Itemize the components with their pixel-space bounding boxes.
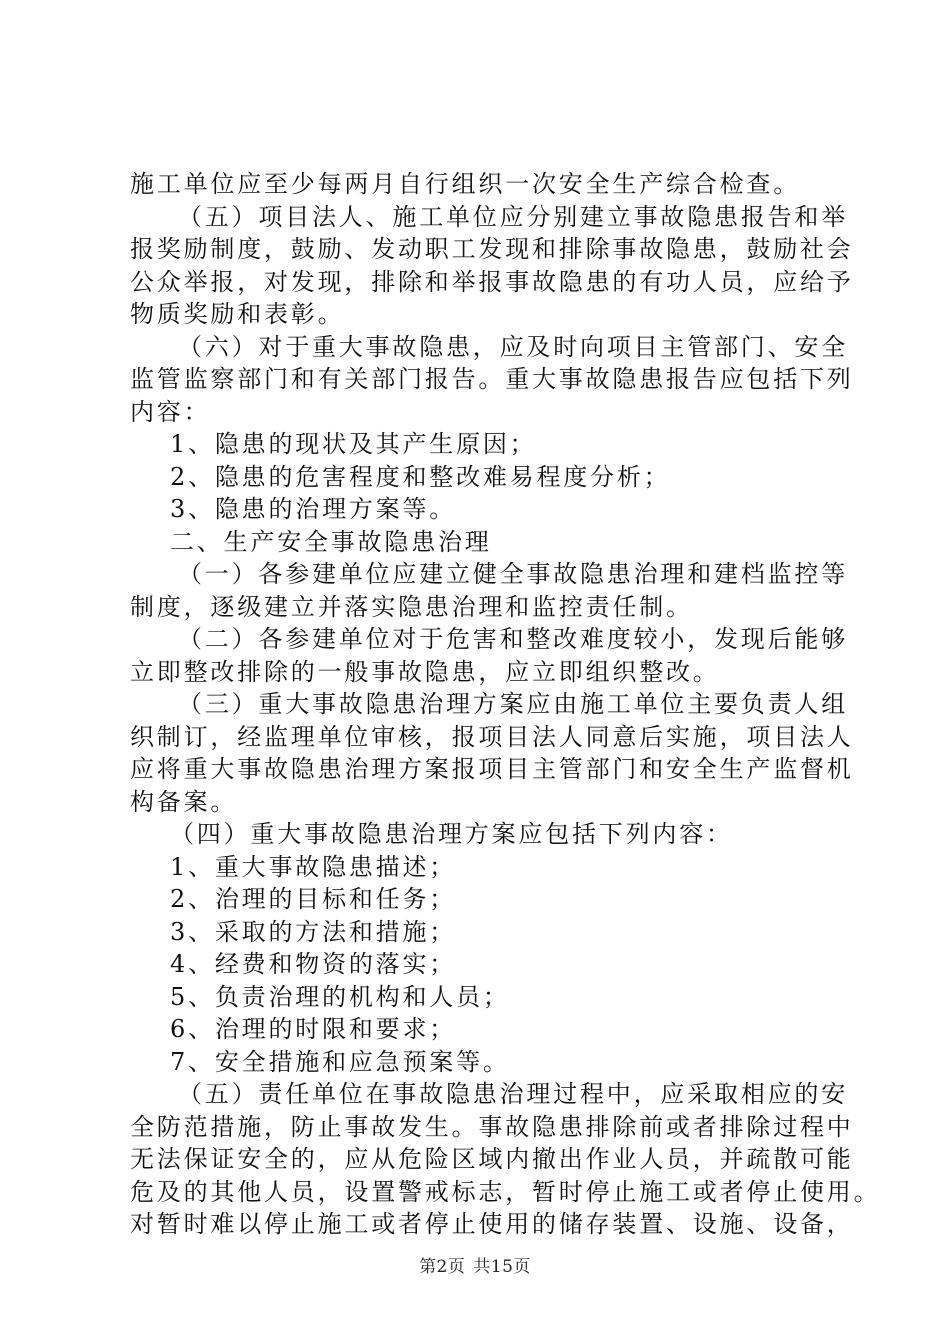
page-total: 共15页: [473, 1257, 531, 1277]
list-item: 3、采取的方法和措施；: [170, 917, 457, 946]
paragraph-line: 监管监察部门和有关部门报告。重大事故隐患报告应包括下列: [130, 365, 854, 393]
paragraph-line: （二）各参建单位对于危害和整改难度较小，发现后能够: [178, 625, 848, 653]
list-item: 3、隐患的治理方案等。: [170, 495, 457, 523]
list-item: 1、隐患的现状及其产生原因；: [170, 430, 537, 458]
paragraph-line: （一）各参建单位应建立健全事故隐患治理和建档监控等: [178, 560, 848, 588]
paragraph-line: 对暂时难以停止施工或者停止使用的储存装置、设施、设备，: [130, 1210, 854, 1238]
paragraph-line: 施工单位应至少每两月自行组织一次安全生产综合检查。: [130, 170, 800, 198]
paragraph-line: （五）责任单位在事故隐患治理过程中，应采取相应的安: [178, 1080, 848, 1108]
paragraph-line: 公众举报，对发现，排除和举报事故隐患的有功人员，应给予: [130, 267, 854, 296]
list-item: 6、治理的时限和要求；: [170, 1015, 457, 1043]
paragraph-line: 危及的其他人员，设置警戒标志，暂时停止施工或者停止使用。: [130, 1177, 881, 1206]
paragraph-line: （三）重大事故隐患治理方案应由施工单位主要负责人组: [178, 690, 848, 718]
list-item: 1、重大事故隐患描述；: [170, 852, 457, 881]
paragraph-line: 全防范措施，防止事故发生。事故隐患排除前或者排除过程中: [130, 1112, 854, 1141]
paragraph-line: （六）对于重大事故隐患，应及时向项目主管部门、安全: [178, 332, 848, 361]
document-body: [130, 168, 881, 1241]
page-footer: [0, 1252, 950, 1277]
list-item: 4、经费和物资的落实；: [170, 950, 457, 978]
paragraph-line: 应将重大事故隐患治理方案报项目主管部门和安全生产监督机: [130, 755, 854, 783]
paragraph-line: 织制订，经监理单位审核，报项目法人同意后实施，项目法人: [130, 722, 854, 751]
section-heading: 二、生产安全事故隐患治理: [170, 527, 492, 556]
paragraph-line: 报奖励制度，鼓励、发动职工发现和排除事故隐患，鼓励社会: [130, 235, 854, 263]
page-number: 第2页: [419, 1257, 466, 1277]
paragraph-line: 制度，逐级建立并落实隐患治理和监控责任制。: [130, 592, 693, 621]
paragraph-line: 无法保证安全的，应从危险区域内撤出作业人员，并疏散可能: [130, 1145, 854, 1173]
paragraph-line: 内容：: [130, 397, 211, 426]
paragraph-line: 构备案。: [130, 787, 238, 816]
paragraph-line: （五）项目法人、施工单位应分别建立事故隐患报告和举: [178, 202, 848, 231]
paragraph-line: （四）重大事故隐患治理方案应包括下列内容：: [170, 820, 733, 848]
list-item: 5、负责治理的机构和人员；: [170, 982, 510, 1011]
list-item: 2、治理的目标和任务；: [170, 885, 457, 913]
list-item: 7、安全措施和应急预案等。: [170, 1047, 510, 1076]
list-item: 2、隐患的危害程度和整改难易程度分析；: [170, 462, 671, 491]
paragraph-line: 立即整改排除的一般事故隐患，应立即组织整改。: [130, 657, 720, 686]
paragraph-line: 物质奖励和表彰。: [130, 300, 345, 328]
